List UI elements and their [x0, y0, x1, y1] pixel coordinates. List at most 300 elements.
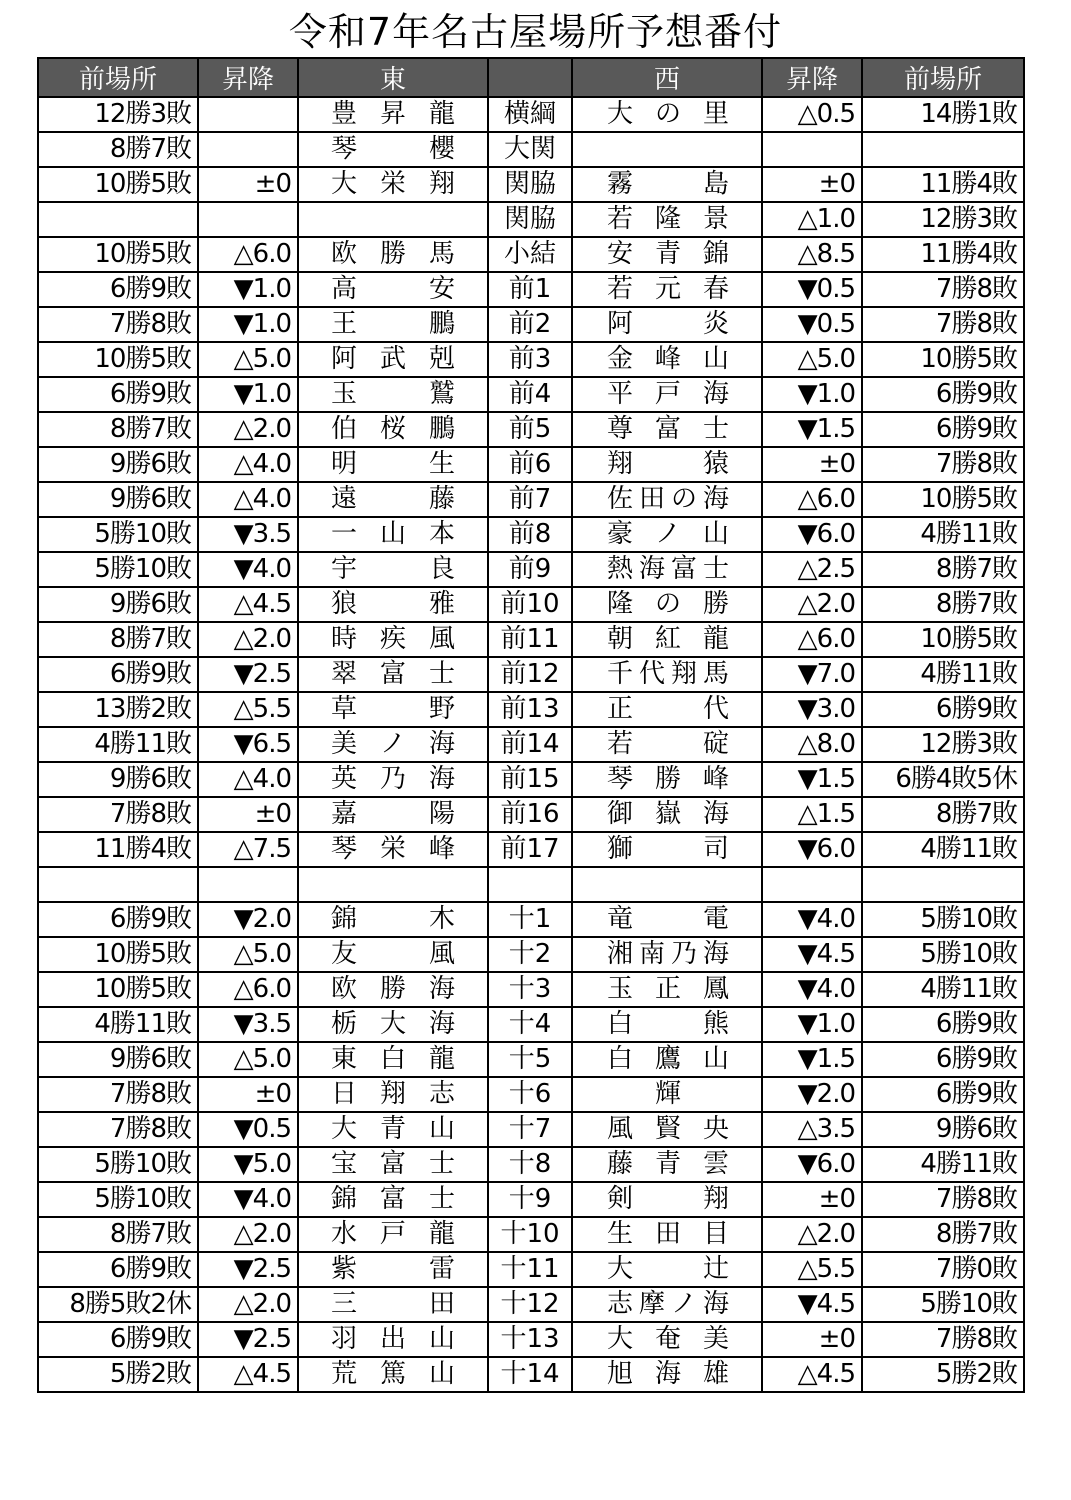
east-wrestler: 友風 — [298, 937, 488, 972]
west-wrestler: 金峰山 — [572, 342, 762, 377]
west-rank-change: △5.5 — [762, 1252, 862, 1287]
table-row — [38, 797, 1024, 832]
table-row — [38, 1007, 1024, 1042]
west-wrestler: 正代 — [572, 692, 762, 727]
page-title: 令和7年名古屋場所予想番付 — [288, 10, 783, 54]
east-prev-record: 5勝2敗 — [38, 1357, 198, 1392]
header-change-east: 昇降 — [198, 58, 298, 97]
rank-label: 前14 — [488, 727, 572, 762]
west-prev-record: 8勝7敗 — [862, 797, 1024, 832]
rank-label: 十12 — [488, 1287, 572, 1322]
west-prev-record: 10勝5敗 — [862, 342, 1024, 377]
table-row — [38, 587, 1024, 622]
west-rank-change: ▼2.0 — [762, 1077, 862, 1112]
west-rank-change: ▼6.0 — [762, 832, 862, 867]
west-rank-change: △6.0 — [762, 622, 862, 657]
table-row — [38, 1217, 1024, 1252]
table-row — [38, 342, 1024, 377]
west-rank-change: ▼1.0 — [762, 1007, 862, 1042]
east-wrestler: 大栄翔 — [298, 167, 488, 202]
west-prev-record: 6勝9敗 — [862, 412, 1024, 447]
east-prev-record: 9勝6敗 — [38, 482, 198, 517]
east-wrestler: 琴栄峰 — [298, 832, 488, 867]
west-rank-change: ▼6.0 — [762, 1147, 862, 1182]
west-wrestler: 剣翔 — [572, 1182, 762, 1217]
east-prev-record: 10勝5敗 — [38, 167, 198, 202]
rank-label: 前6 — [488, 447, 572, 482]
east-wrestler: 嘉陽 — [298, 797, 488, 832]
west-prev-record: 4勝11敗 — [862, 1147, 1024, 1182]
west-prev-record: 7勝8敗 — [862, 307, 1024, 342]
rank-label: 十1 — [488, 902, 572, 937]
table-row — [38, 482, 1024, 517]
table-row — [38, 97, 1024, 132]
rank-label: 前8 — [488, 517, 572, 552]
table-row — [38, 377, 1024, 412]
east-rank-change: ▼2.5 — [198, 1322, 298, 1357]
table-row — [38, 272, 1024, 307]
table-row — [38, 1357, 1024, 1392]
west-prev-record: 6勝9敗 — [862, 377, 1024, 412]
banzuke-table — [37, 57, 1025, 1393]
table-row — [38, 727, 1024, 762]
rank-label: 十4 — [488, 1007, 572, 1042]
table-row — [38, 132, 1024, 167]
east-wrestler: 一山本 — [298, 517, 488, 552]
east-prev-record — [38, 202, 198, 237]
table-row — [38, 447, 1024, 482]
west-prev-record — [862, 132, 1024, 167]
table-row — [38, 692, 1024, 727]
table-row — [38, 902, 1024, 937]
west-rank-change: △1.5 — [762, 797, 862, 832]
east-rank-change: △4.0 — [198, 447, 298, 482]
rank-label: 横綱 — [488, 97, 572, 132]
west-rank-change: ▼7.0 — [762, 657, 862, 692]
rank-label: 関脇 — [488, 202, 572, 237]
west-prev-record: 6勝4敗5休 — [862, 762, 1024, 797]
east-wrestler: 宇良 — [298, 552, 488, 587]
east-prev-record: 7勝8敗 — [38, 797, 198, 832]
table-row — [38, 1252, 1024, 1287]
west-rank-change — [762, 132, 862, 167]
west-rank-change: △2.0 — [762, 1217, 862, 1252]
east-prev-record: 10勝5敗 — [38, 342, 198, 377]
rank-label: 前9 — [488, 552, 572, 587]
west-rank-change: △0.5 — [762, 97, 862, 132]
east-rank-change: ▼2.5 — [198, 1252, 298, 1287]
table-row — [38, 552, 1024, 587]
east-wrestler: 玉鷲 — [298, 377, 488, 412]
east-wrestler: 欧勝馬 — [298, 237, 488, 272]
east-wrestler: 荒篤山 — [298, 1357, 488, 1392]
west-rank-change: ▼4.0 — [762, 972, 862, 1007]
east-prev-record: 7勝8敗 — [38, 1077, 198, 1112]
west-wrestler: 千代翔馬 — [572, 657, 762, 692]
west-wrestler: 阿炎 — [572, 307, 762, 342]
east-rank-change: △2.0 — [198, 622, 298, 657]
east-wrestler: 錦木 — [298, 902, 488, 937]
west-rank-change: ▼0.5 — [762, 307, 862, 342]
east-prev-record: 5勝10敗 — [38, 1182, 198, 1217]
header-prev-west: 前場所 — [862, 58, 1024, 97]
east-wrestler: 紫雷 — [298, 1252, 488, 1287]
table-row — [38, 937, 1024, 972]
west-prev-record: 6勝9敗 — [862, 692, 1024, 727]
rank-label: 十3 — [488, 972, 572, 1007]
east-rank-change: △4.5 — [198, 587, 298, 622]
west-prev-record: 7勝8敗 — [862, 1182, 1024, 1217]
west-wrestler: 旭海雄 — [572, 1357, 762, 1392]
table-row — [38, 972, 1024, 1007]
west-prev-record: 4勝11敗 — [862, 517, 1024, 552]
east-prev-record: 10勝5敗 — [38, 972, 198, 1007]
table-row — [38, 762, 1024, 797]
east-rank-change: ▼4.0 — [198, 552, 298, 587]
rank-label: 十6 — [488, 1077, 572, 1112]
west-rank-change: △5.0 — [762, 342, 862, 377]
east-prev-record: 8勝5敗2休 — [38, 1287, 198, 1322]
west-prev-record: 11勝4敗 — [862, 167, 1024, 202]
west-rank-change: ▼6.0 — [762, 517, 862, 552]
east-wrestler: 栃大海 — [298, 1007, 488, 1042]
east-rank-change: ▼4.0 — [198, 1182, 298, 1217]
west-prev-record: 6勝9敗 — [862, 1042, 1024, 1077]
west-rank-change: △3.5 — [762, 1112, 862, 1147]
east-rank-change: △2.0 — [198, 1217, 298, 1252]
header-prev-east: 前場所 — [38, 58, 198, 97]
west-wrestler: 若隆景 — [572, 202, 762, 237]
east-rank-change: △6.0 — [198, 972, 298, 1007]
east-rank-change — [198, 132, 298, 167]
west-wrestler: 大辻 — [572, 1252, 762, 1287]
east-prev-record: 8勝7敗 — [38, 622, 198, 657]
west-rank-change: ±0 — [762, 167, 862, 202]
west-prev-record: 7勝8敗 — [862, 447, 1024, 482]
east-rank-change: ▼3.5 — [198, 1007, 298, 1042]
table-row — [38, 517, 1024, 552]
east-prev-record: 12勝3敗 — [38, 97, 198, 132]
west-wrestler: 琴勝峰 — [572, 762, 762, 797]
east-wrestler: 美ノ海 — [298, 727, 488, 762]
east-prev-record: 9勝6敗 — [38, 1042, 198, 1077]
east-rank-change: ±0 — [198, 797, 298, 832]
east-wrestler: 英乃海 — [298, 762, 488, 797]
east-wrestler: 伯桜鵬 — [298, 412, 488, 447]
rank-label: 前12 — [488, 657, 572, 692]
east-prev-record: 5勝10敗 — [38, 517, 198, 552]
west-prev-record: 5勝2敗 — [862, 1357, 1024, 1392]
west-prev-record: 6勝9敗 — [862, 1007, 1024, 1042]
east-prev-record: 4勝11敗 — [38, 1007, 198, 1042]
juryo-section — [38, 902, 1024, 1392]
west-rank-change: △1.0 — [762, 202, 862, 237]
rank-label: 十5 — [488, 1042, 572, 1077]
table-row — [38, 1042, 1024, 1077]
header-row — [38, 58, 1024, 97]
east-prev-record: 5勝10敗 — [38, 552, 198, 587]
rank-label: 前17 — [488, 832, 572, 867]
west-rank-change: ±0 — [762, 447, 862, 482]
rank-label: 前7 — [488, 482, 572, 517]
east-wrestler: 錦富士 — [298, 1182, 488, 1217]
west-prev-record: 14勝1敗 — [862, 97, 1024, 132]
east-rank-change — [198, 202, 298, 237]
west-wrestler: 若碇 — [572, 727, 762, 762]
east-prev-record: 8勝7敗 — [38, 132, 198, 167]
west-wrestler: 白熊 — [572, 1007, 762, 1042]
rank-label: 前15 — [488, 762, 572, 797]
east-prev-record: 9勝6敗 — [38, 762, 198, 797]
rank-label: 前3 — [488, 342, 572, 377]
east-wrestler: 水戸龍 — [298, 1217, 488, 1252]
east-rank-change: ▼2.5 — [198, 657, 298, 692]
east-rank-change: △5.0 — [198, 937, 298, 972]
east-wrestler: 明生 — [298, 447, 488, 482]
rank-label: 十8 — [488, 1147, 572, 1182]
east-wrestler: 草野 — [298, 692, 488, 727]
east-wrestler — [298, 202, 488, 237]
west-rank-change: △8.0 — [762, 727, 862, 762]
east-wrestler: 宝富士 — [298, 1147, 488, 1182]
west-wrestler: 隆の勝 — [572, 587, 762, 622]
table-row — [38, 1182, 1024, 1217]
east-wrestler: 豊昇龍 — [298, 97, 488, 132]
west-rank-change: ▼4.0 — [762, 902, 862, 937]
rank-label: 前2 — [488, 307, 572, 342]
east-prev-record: 13勝2敗 — [38, 692, 198, 727]
east-wrestler: 高安 — [298, 272, 488, 307]
west-wrestler: 安青錦 — [572, 237, 762, 272]
west-prev-record: 11勝4敗 — [862, 237, 1024, 272]
table-row — [38, 1322, 1024, 1357]
east-prev-record: 8勝7敗 — [38, 412, 198, 447]
west-prev-record: 4勝11敗 — [862, 832, 1024, 867]
west-wrestler: 藤青雲 — [572, 1147, 762, 1182]
west-prev-record: 5勝10敗 — [862, 902, 1024, 937]
west-rank-change: ▼1.5 — [762, 1042, 862, 1077]
west-wrestler: 大の里 — [572, 97, 762, 132]
rank-label: 十7 — [488, 1112, 572, 1147]
east-wrestler: 羽出山 — [298, 1322, 488, 1357]
west-prev-record: 6勝9敗 — [862, 1077, 1024, 1112]
gap-row — [38, 867, 1024, 902]
table-row — [38, 202, 1024, 237]
west-prev-record: 9勝6敗 — [862, 1112, 1024, 1147]
east-rank-change: △2.0 — [198, 412, 298, 447]
west-wrestler: 平戸海 — [572, 377, 762, 412]
west-wrestler: 熱海富士 — [572, 552, 762, 587]
rank-label: 前5 — [488, 412, 572, 447]
table-row — [38, 1147, 1024, 1182]
east-rank-change: △7.5 — [198, 832, 298, 867]
east-rank-change: △2.0 — [198, 1287, 298, 1322]
east-wrestler: 翠富士 — [298, 657, 488, 692]
east-prev-record: 5勝10敗 — [38, 1147, 198, 1182]
east-prev-record: 10勝5敗 — [38, 937, 198, 972]
makuuchi-section — [38, 97, 1024, 867]
east-rank-change — [198, 97, 298, 132]
east-prev-record: 7勝8敗 — [38, 307, 198, 342]
west-wrestler: 御嶽海 — [572, 797, 762, 832]
east-rank-change: △4.0 — [198, 762, 298, 797]
rank-label: 十14 — [488, 1357, 572, 1392]
west-wrestler: 玉正鳳 — [572, 972, 762, 1007]
east-prev-record: 6勝9敗 — [38, 1322, 198, 1357]
west-wrestler: 獅司 — [572, 832, 762, 867]
rank-label: 前13 — [488, 692, 572, 727]
west-prev-record: 10勝5敗 — [862, 622, 1024, 657]
east-prev-record: 7勝8敗 — [38, 1112, 198, 1147]
west-wrestler: 翔猿 — [572, 447, 762, 482]
division-gap — [38, 867, 1024, 902]
west-prev-record: 8勝7敗 — [862, 1217, 1024, 1252]
rank-label: 大関 — [488, 132, 572, 167]
east-rank-change: ▼3.5 — [198, 517, 298, 552]
east-wrestler: 遠藤 — [298, 482, 488, 517]
east-rank-change: △5.0 — [198, 342, 298, 377]
east-rank-change: △5.5 — [198, 692, 298, 727]
header-change-west: 昇降 — [762, 58, 862, 97]
header-west: 西 — [572, 58, 762, 97]
east-rank-change: ▼1.0 — [198, 307, 298, 342]
west-prev-record: 5勝10敗 — [862, 1287, 1024, 1322]
west-prev-record: 7勝8敗 — [862, 272, 1024, 307]
west-rank-change: ▼4.5 — [762, 937, 862, 972]
table-row — [38, 1287, 1024, 1322]
west-wrestler: 豪ノ山 — [572, 517, 762, 552]
west-rank-change: △4.5 — [762, 1357, 862, 1392]
rank-label: 十10 — [488, 1217, 572, 1252]
west-wrestler — [572, 132, 762, 167]
table-row — [38, 307, 1024, 342]
table-row — [38, 657, 1024, 692]
table-row — [38, 622, 1024, 657]
east-rank-change: △5.0 — [198, 1042, 298, 1077]
east-rank-change: △4.5 — [198, 1357, 298, 1392]
rank-label: 前10 — [488, 587, 572, 622]
west-prev-record: 5勝10敗 — [862, 937, 1024, 972]
west-rank-change: ±0 — [762, 1182, 862, 1217]
header-east: 東 — [298, 58, 488, 97]
east-rank-change: ▼0.5 — [198, 1112, 298, 1147]
east-rank-change: ▼6.5 — [198, 727, 298, 762]
west-wrestler: 大奄美 — [572, 1322, 762, 1357]
east-wrestler: 琴櫻 — [298, 132, 488, 167]
west-wrestler: 尊富士 — [572, 412, 762, 447]
east-prev-record: 9勝6敗 — [38, 587, 198, 622]
west-prev-record: 7勝0敗 — [862, 1252, 1024, 1287]
rank-label: 十13 — [488, 1322, 572, 1357]
east-prev-record: 9勝6敗 — [38, 447, 198, 482]
west-prev-record: 4勝11敗 — [862, 972, 1024, 1007]
table-row — [38, 1077, 1024, 1112]
east-rank-change: ▼2.0 — [198, 902, 298, 937]
east-wrestler: 王鵬 — [298, 307, 488, 342]
east-rank-change: △4.0 — [198, 482, 298, 517]
west-wrestler: 佐田の海 — [572, 482, 762, 517]
rank-label: 十2 — [488, 937, 572, 972]
east-wrestler: 時疾風 — [298, 622, 488, 657]
west-prev-record: 12勝3敗 — [862, 727, 1024, 762]
west-wrestler: 白鷹山 — [572, 1042, 762, 1077]
east-prev-record: 6勝9敗 — [38, 1252, 198, 1287]
east-rank-change: ▼1.0 — [198, 377, 298, 412]
west-rank-change: ▼4.5 — [762, 1287, 862, 1322]
west-wrestler: 湘南乃海 — [572, 937, 762, 972]
east-wrestler: 三田 — [298, 1287, 488, 1322]
table-row — [38, 237, 1024, 272]
west-wrestler: 志摩ノ海 — [572, 1287, 762, 1322]
east-prev-record: 11勝4敗 — [38, 832, 198, 867]
header-rank — [488, 58, 572, 97]
rank-label: 十9 — [488, 1182, 572, 1217]
rank-label: 前16 — [488, 797, 572, 832]
east-wrestler: 欧勝海 — [298, 972, 488, 1007]
rank-label: 前4 — [488, 377, 572, 412]
west-prev-record: 7勝8敗 — [862, 1322, 1024, 1357]
rank-label: 関脇 — [488, 167, 572, 202]
west-wrestler: 霧島 — [572, 167, 762, 202]
west-wrestler: 朝紅龍 — [572, 622, 762, 657]
west-wrestler: 生田目 — [572, 1217, 762, 1252]
east-prev-record: 4勝11敗 — [38, 727, 198, 762]
rank-label: 前11 — [488, 622, 572, 657]
table-row — [38, 167, 1024, 202]
east-prev-record: 10勝5敗 — [38, 237, 198, 272]
east-prev-record: 8勝7敗 — [38, 1217, 198, 1252]
table-row — [38, 832, 1024, 867]
west-rank-change: ▼1.5 — [762, 412, 862, 447]
east-rank-change: ±0 — [198, 167, 298, 202]
rank-label: 十11 — [488, 1252, 572, 1287]
west-rank-change: △6.0 — [762, 482, 862, 517]
east-prev-record: 6勝9敗 — [38, 377, 198, 412]
east-rank-change: ▼1.0 — [198, 272, 298, 307]
east-wrestler: 大青山 — [298, 1112, 488, 1147]
east-wrestler: 東白龍 — [298, 1042, 488, 1077]
rank-label: 前1 — [488, 272, 572, 307]
west-wrestler: 若元春 — [572, 272, 762, 307]
west-prev-record: 10勝5敗 — [862, 482, 1024, 517]
west-rank-change: ▼0.5 — [762, 272, 862, 307]
west-rank-change: ▼3.0 — [762, 692, 862, 727]
west-rank-change: ▼1.5 — [762, 762, 862, 797]
east-prev-record: 6勝9敗 — [38, 902, 198, 937]
rank-label: 小結 — [488, 237, 572, 272]
east-prev-record: 6勝9敗 — [38, 272, 198, 307]
west-rank-change: △2.0 — [762, 587, 862, 622]
west-wrestler: 輝 — [572, 1077, 762, 1112]
table-row — [38, 1112, 1024, 1147]
west-prev-record: 8勝7敗 — [862, 587, 1024, 622]
west-rank-change: ±0 — [762, 1322, 862, 1357]
west-prev-record: 8勝7敗 — [862, 552, 1024, 587]
west-rank-change: △8.5 — [762, 237, 862, 272]
east-rank-change: △6.0 — [198, 237, 298, 272]
west-prev-record: 4勝11敗 — [862, 657, 1024, 692]
east-wrestler: 狼雅 — [298, 587, 488, 622]
east-wrestler: 阿武剋 — [298, 342, 488, 377]
east-rank-change: ▼5.0 — [198, 1147, 298, 1182]
west-wrestler: 竜電 — [572, 902, 762, 937]
east-prev-record: 6勝9敗 — [38, 657, 198, 692]
west-rank-change: △2.5 — [762, 552, 862, 587]
west-wrestler: 風賢央 — [572, 1112, 762, 1147]
east-rank-change: ±0 — [198, 1077, 298, 1112]
west-prev-record: 12勝3敗 — [862, 202, 1024, 237]
west-rank-change: ▼1.0 — [762, 377, 862, 412]
